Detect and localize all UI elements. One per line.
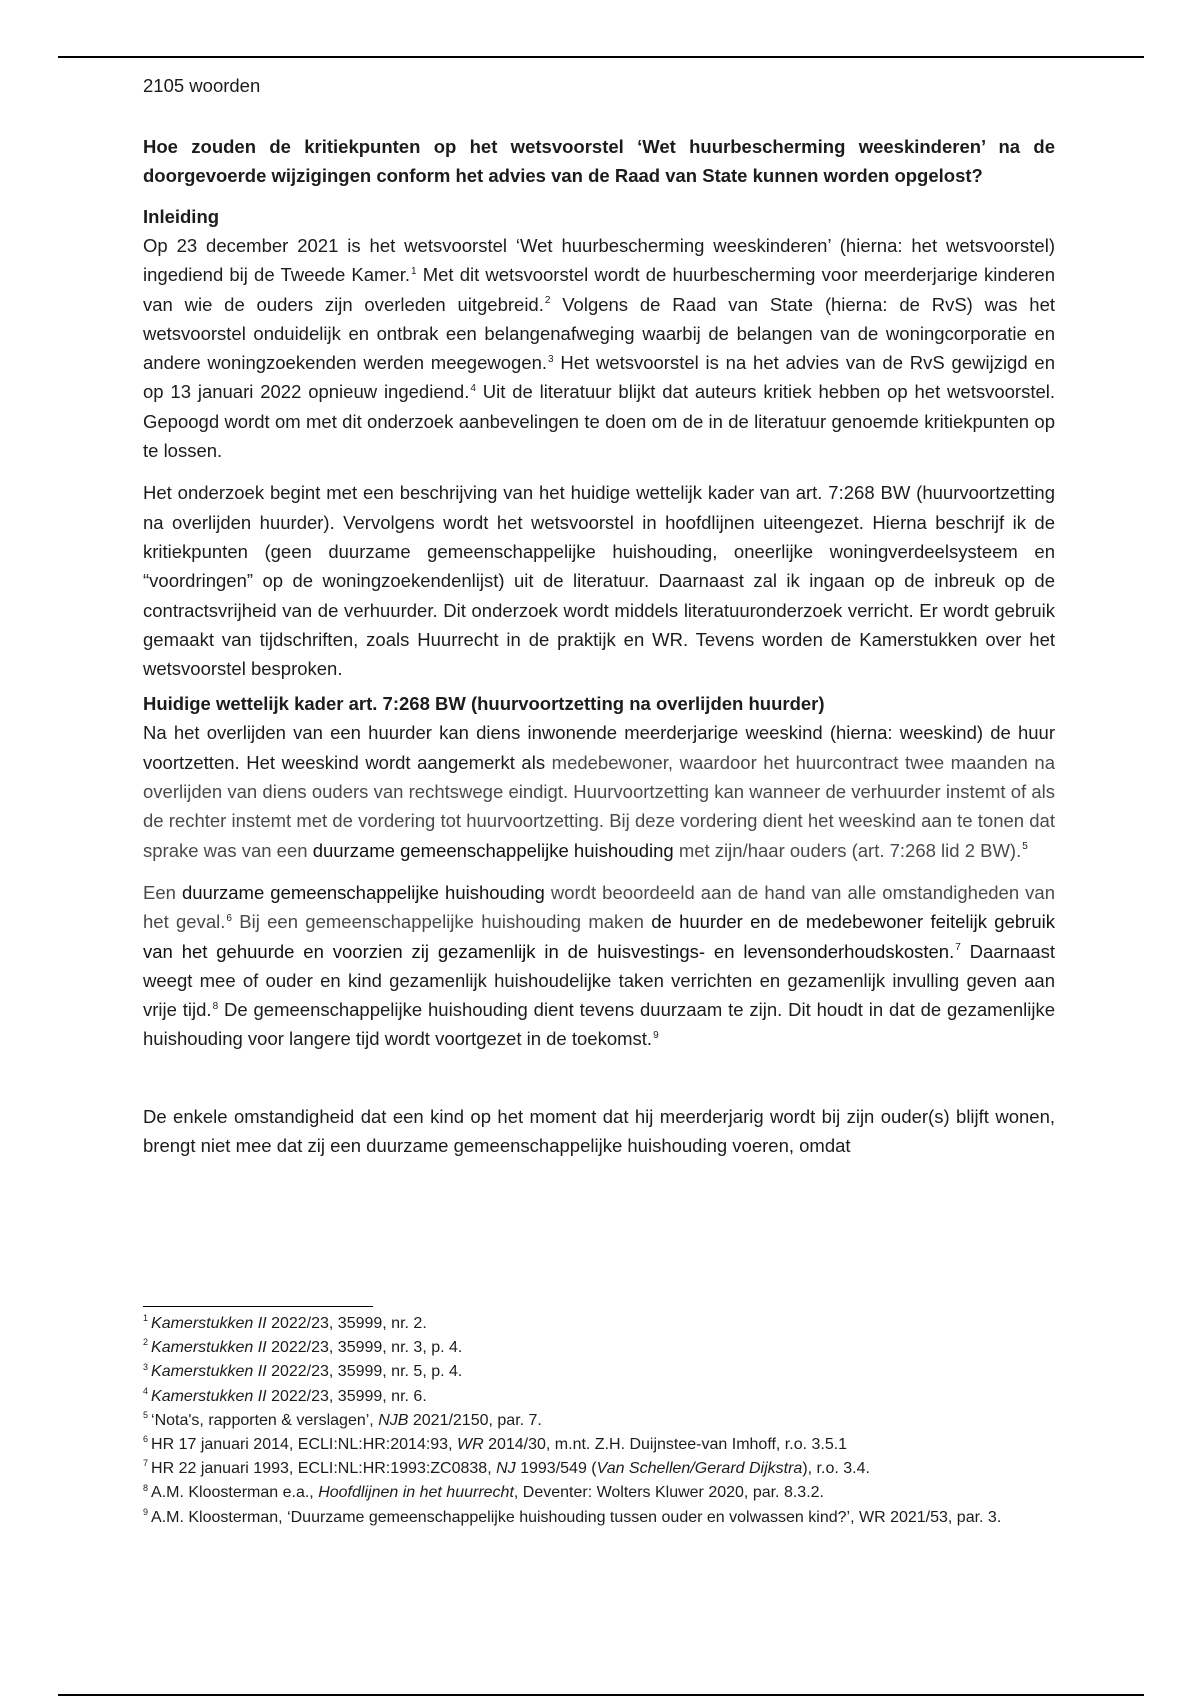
section-heading-kader: Huidige wettelijk kader art. 7:268 BW (huurvoortzetting na overlijden huurder) — [143, 693, 825, 715]
kader-1-c: duurzame gemeenschappelijke huishouding — [312, 839, 674, 861]
footnote — [143, 1481, 1055, 1505]
paragraph-kader-1 — [143, 718, 1055, 864]
paragraph-intro-1 — [143, 231, 1055, 465]
footnote-text: HR 22 januari 1993, ECLI:NL:HR:1993:ZC0838, — [151, 1460, 497, 1478]
footnote-ref-6[interactable]: 6 — [226, 912, 232, 924]
footnote-text: ‘Nota's, rapporten & verslagen’, — [151, 1411, 379, 1429]
footnote-text: A.M. Kloosterman e.a., — [151, 1484, 319, 1502]
footnote-italic: WR — [456, 1436, 484, 1454]
kader-2-a: Een — [143, 881, 182, 903]
footnote — [143, 1336, 1055, 1360]
footnote-italic: Kamerstukken II — [151, 1387, 267, 1405]
footnote-text: HR 17 januari 2014, ECLI:NL:HR:2014:93, — [151, 1436, 457, 1454]
document-page — [143, 72, 1055, 1160]
footnote — [143, 1457, 1055, 1481]
footnotes — [143, 1312, 1055, 1530]
kader-1-a: Na het overlijden van een huurder kan diens inwonende meerderjarige weeskind (hierna: weeskind) de huur voortzetten. Het weeskind wordt aangemerkt als — [143, 722, 1055, 773]
footnote-number: 9 — [143, 1506, 149, 1517]
footnote-number: 7 — [143, 1458, 149, 1469]
footnote-ref-9[interactable]: 9 — [653, 1029, 659, 1041]
footnote-number: 4 — [143, 1385, 149, 1396]
footnote — [143, 1385, 1055, 1409]
kader-2-b: duurzame gemeenschappelijke huishouding — [181, 881, 545, 903]
footnote-ref-8[interactable]: 8 — [212, 1000, 219, 1012]
intro-sentence-4: Het wetsvoorstel is na het advies van de RvS gewijzigd en op 13 januari 2022 opnieuw ingediend. — [143, 352, 1055, 403]
footnote — [143, 1312, 1055, 1336]
blank-space — [143, 1054, 1055, 1102]
footnote-italic: NJ — [496, 1460, 516, 1478]
footnote-text: 1993/549 ( — [515, 1460, 597, 1478]
footnote-separator — [143, 1306, 373, 1307]
header-rule — [58, 56, 1144, 58]
footnote-text: A.M. Kloosterman, ‘Duurzame gemeenschappelijke huishouding tussen ouder en volwassen kind?’, WR 2021/53, par. 3. — [151, 1508, 1002, 1526]
footnote-text: 2022/23, 35999, nr. 2. — [266, 1315, 427, 1332]
kader-1-d: met zijn/haar ouders (art. 7:268 lid 2 BW). — [673, 839, 1022, 861]
footnote-text: 2022/23, 35999, nr. 3, p. 4. — [266, 1339, 463, 1357]
footnote-italic: NJB — [378, 1411, 409, 1429]
footnote-italic: Kamerstukken II — [151, 1339, 267, 1357]
intro-sentence-1: Op 23 december 2021 is het wetsvoorstel ‘Wet huurbescherming weeskinderen’ (hierna: het wetsvoorstel) ingediend bij de Tweede Kamer. — [143, 235, 1055, 286]
footer-rule — [58, 1694, 1144, 1696]
kader-2-c: wordt beoordeeld aan de hand van alle omstandigheden van het geval. — [143, 881, 1055, 933]
footnote-text: ), r.o. 3.4. — [802, 1460, 870, 1478]
footnote-text: 2014/30, m.nt. Z.H. Duijnstee-van Imhoff, r.o. 3.5.1 — [483, 1436, 848, 1454]
intro-sentence-2: Met dit wetsvoorstel wordt de huurbescherming voor meerderjarige kinderen van wie de ouders zijn overleden uitgebreid. — [143, 264, 1055, 315]
footnote — [143, 1506, 1055, 1530]
footnote-italic: Kamerstukken II — [151, 1363, 267, 1381]
footnote-number: 3 — [143, 1361, 149, 1372]
footnote-ref-4[interactable]: 4 — [470, 382, 476, 394]
footnote-ref-1[interactable]: 1 — [411, 265, 417, 277]
kader-1-b: medebewoner, waardoor het huurcontract twee maanden na overlijden van diens ouders van rechtswege eindigt. Huurvoortzetting kan wanneer de verhuurder instemt of als de rechter instemt met de vordering tot huurvoortzetting. Bij deze vordering dient het weeskind aan te tonen dat sprake was van een — [143, 751, 1055, 861]
research-question: Hoe zouden de kritiekpunten op het wetsvoorstel ‘Wet huurbescherming weeskinderen’ na de doorgevoerde wijzigingen conform het advies van de Raad van State kunnen worden opgelost? — [143, 136, 1055, 186]
footnote-number: 1 — [143, 1313, 149, 1324]
footnote-italic: Hoofdlijnen in het huurrecht — [318, 1484, 514, 1502]
footnote-number: 8 — [143, 1482, 149, 1493]
section-heading-inleiding: Inleiding — [143, 206, 220, 227]
footnote-ref-5[interactable]: 5 — [1022, 841, 1028, 853]
paragraph-kader-2 — [143, 878, 1055, 1054]
intro-sentence-5: Uit de literatuur blijkt dat auteurs kritiek hebben op het wetsvoorstel. Gepoogd wordt om met dit onderzoek aanbevelingen te doen om de in de literatuur genoemde kritiekpunten op te lossen. — [143, 381, 1056, 462]
footnote-italic: Kamerstukken II — [151, 1315, 267, 1332]
footnote-number: 6 — [143, 1434, 149, 1445]
kader-2-g: De gemeenschappelijke huishouding dient tevens duurzaam te zijn. Dit houdt in dat de gezamenlijke huishouding voor langere tijd wordt voortgezet in de toekomst. — [143, 999, 1055, 1050]
footnote — [143, 1409, 1055, 1433]
kader-2-e: de huurder en de medebewoner feitelijk gebruik van het gehuurde en voorzien zij gezamenlijk in de huisvestings- en levensonderhoudskosten. — [143, 911, 1055, 962]
footnote-ref-7[interactable]: 7 — [955, 942, 961, 954]
footnote-number: 5 — [143, 1410, 149, 1421]
paragraph-intro-2: Het onderzoek begint met een beschrijving van het huidige wettelijk kader van art. 7:268 BW (huurvoortzetting na overlijden huurder). Vervolgens wordt het wetsvoorstel in hoofdlijnen uiteengezet. Hierna beschrijf ik de kritiekpunten (geen duurzame gemeenschappelijke huishouding, oneerlijke woningverdeelsysteem en “voordringen” op de woningzoekendenlijst) uit de literatuur. Daarnaast zal ik ingaan op de inbreuk op de contractsvrijheid van de verhuurder. Dit onderzoek wordt middels literatuuronderzoek verricht. Er wordt gebruik gemaakt van tijdschriften, zoals Huurrecht in de praktijk en WR. Tevens worden de Kamerstukken over het wetsvoorstel besproken. — [143, 482, 1055, 680]
footnote — [143, 1360, 1055, 1384]
footnote — [143, 1433, 1055, 1457]
footnote-text: 2021/2150, par. 7. — [408, 1411, 542, 1429]
paragraph-kader-3: De enkele omstandigheid dat een kind op het moment dat hij meerderjarig wordt bij zijn ouder(s) blijft wonen, brengt niet mee dat zij een duurzame gemeenschappelijke huishouding voeren, omdat — [143, 1105, 1055, 1157]
footnote-text: 2022/23, 35999, nr. 6. — [266, 1387, 427, 1405]
footnote-italic: Van Schellen/Gerard Dijkstra — [596, 1460, 803, 1478]
footnote-ref-3[interactable]: 3 — [548, 353, 554, 365]
footnote-text: , Deventer: Wolters Kluwer 2020, par. 8.3.2. — [513, 1484, 824, 1502]
kader-2-f: Daarnaast weegt mee of ouder en kind gezamenlijk huishoudelijke taken verrichten en gezamenlijk invulling geven aan vrije tijd. — [143, 940, 1055, 1021]
footnote-text: 2022/23, 35999, nr. 5, p. 4. — [266, 1363, 463, 1381]
kader-2-d: Bij een gemeenschappelijke huishouding maken — [231, 911, 652, 933]
footnote-ref-2[interactable]: 2 — [544, 295, 551, 307]
footnote-number: 2 — [143, 1337, 149, 1348]
word-count: 2105 woorden — [143, 75, 261, 96]
intro-sentence-3: Volgens de Raad van State (hierna: de RvS) was het wetsvoorstel onduidelijk en ontbrak een belangenafweging waarbij de belangen van de woningcorporatie en andere woningzoekenden werden meegewogen. — [143, 293, 1056, 374]
